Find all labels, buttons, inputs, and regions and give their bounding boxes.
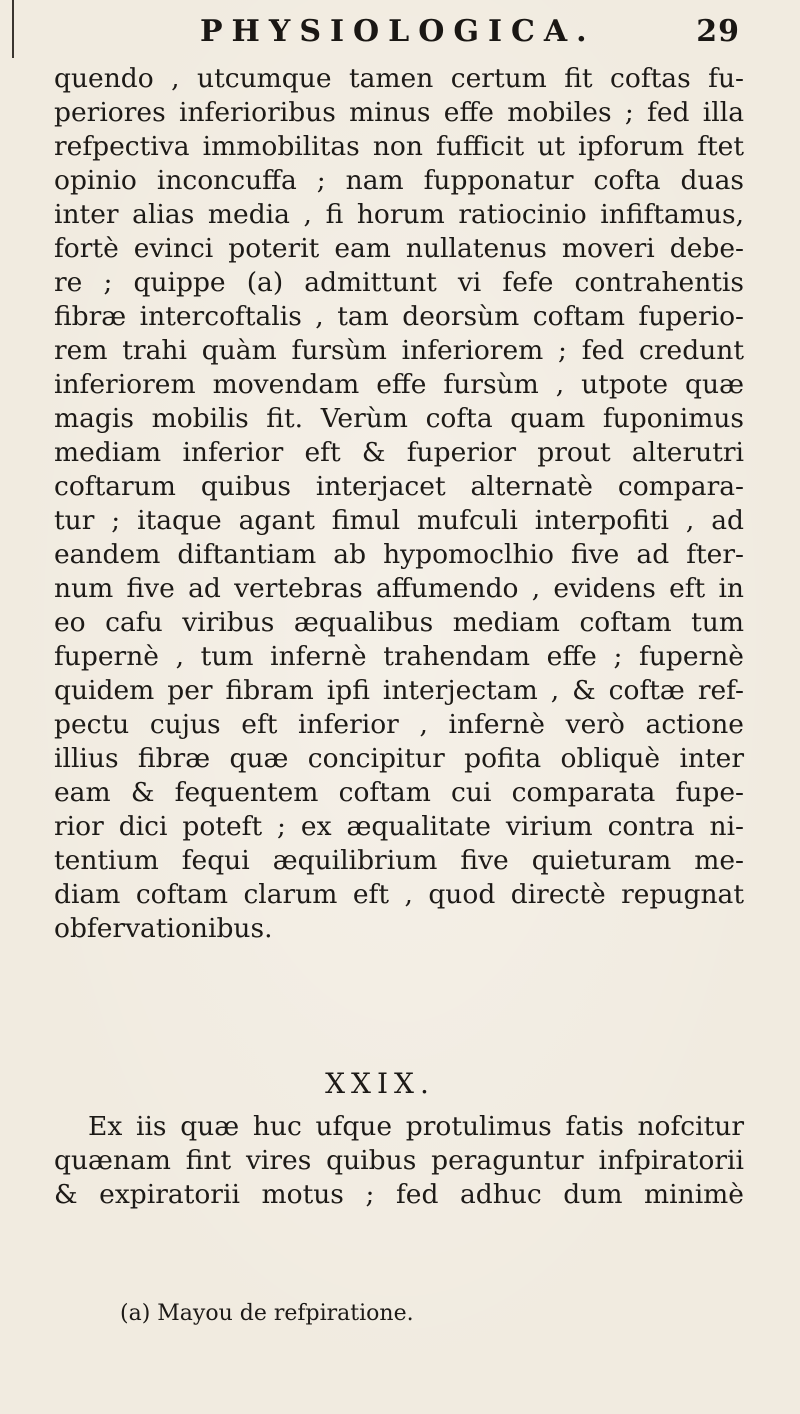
text-line: eam & fequentem coftam cui comparata fupe-: [54, 777, 744, 808]
text-line: inter alias media , fi horum ratiocinio infiftamus,: [54, 199, 744, 230]
text-line: quendo , utcumque tamen certum fit coftas fu-: [54, 63, 744, 94]
text-line: rior dici poteft ; ex æqualitate virium contra ni-: [54, 811, 744, 842]
text-line: re ; quippe (a) admittunt vi fefe contrahentis: [54, 267, 744, 298]
text-line: fibræ intercoftalis , tam deorsùm coftam fuperio-: [54, 301, 744, 332]
page-number: 29: [696, 14, 740, 49]
text-line: Ex iis quæ huc ufque protulimus fatis nofcitur: [88, 1111, 744, 1142]
running-head-title: PHYSIOLOGICA.: [200, 14, 596, 49]
text-line: num five ad vertebras affumendo , evidens eft in: [54, 573, 744, 604]
text-line: coftarum quibus interjacet alternatè compara-: [54, 471, 744, 502]
text-line: inferiorem movendam effe fursùm , utpote quæ: [54, 369, 744, 400]
text-line: eandem diftantiam ab hypomoclhio five ad fter-: [54, 539, 744, 570]
text-line: opinio inconcuffa ; nam fupponatur cofta duas: [54, 165, 744, 196]
text-line: quænam fint vires quibus peraguntur infpiratorii: [54, 1145, 744, 1176]
text-line: tentium fequi æquilibrium five quieturam me-: [54, 845, 744, 876]
text-line: illius fibræ quæ concipitur pofita obliquè inter: [54, 743, 744, 774]
text-line: refpectiva immobilitas non fufficit ut ipforum ftet: [54, 131, 744, 162]
text-line: obfervationibus.: [54, 913, 273, 944]
section-number: XXIX.: [325, 1067, 435, 1100]
running-head: [200, 14, 760, 54]
footnote: (a) Mayou de refpiratione.: [120, 1301, 414, 1326]
text-line: mediam inferior eft & fuperior prout alterutri: [54, 437, 744, 468]
page-edge-rule: [12, 0, 14, 58]
text-line: diam coftam clarum eft , quod directè repugnat: [54, 879, 744, 910]
section-heading: [0, 1064, 800, 1104]
text-line: magis mobilis fit. Verùm cofta quam fuponimus: [54, 403, 744, 434]
text-line: periores inferioribus minus effe mobiles ; fed illa: [54, 97, 744, 128]
paragraph-section: [54, 1110, 744, 1212]
text-line: & expiratorii motus ; fed adhuc dum minimè: [54, 1179, 744, 1210]
text-line: quidem per fibram ipfi interjectam , & coftæ ref-: [54, 675, 744, 706]
text-line: pectu cujus eft inferior , infernè verò actione: [54, 709, 744, 740]
text-line: rem trahi quàm fursùm inferiorem ; fed credunt: [54, 335, 744, 366]
paragraph-main: [54, 62, 744, 946]
text-line: fortè evinci poterit eam nullatenus moveri debe-: [54, 233, 744, 264]
text-line: tur ; itaque agant fimul mufculi interpofiti , ad: [54, 505, 744, 536]
text-line: eo cafu viribus æqualibus mediam coftam tum: [54, 607, 744, 638]
text-line: fupernè , tum infernè trahendam effe ; fupernè: [54, 641, 744, 672]
